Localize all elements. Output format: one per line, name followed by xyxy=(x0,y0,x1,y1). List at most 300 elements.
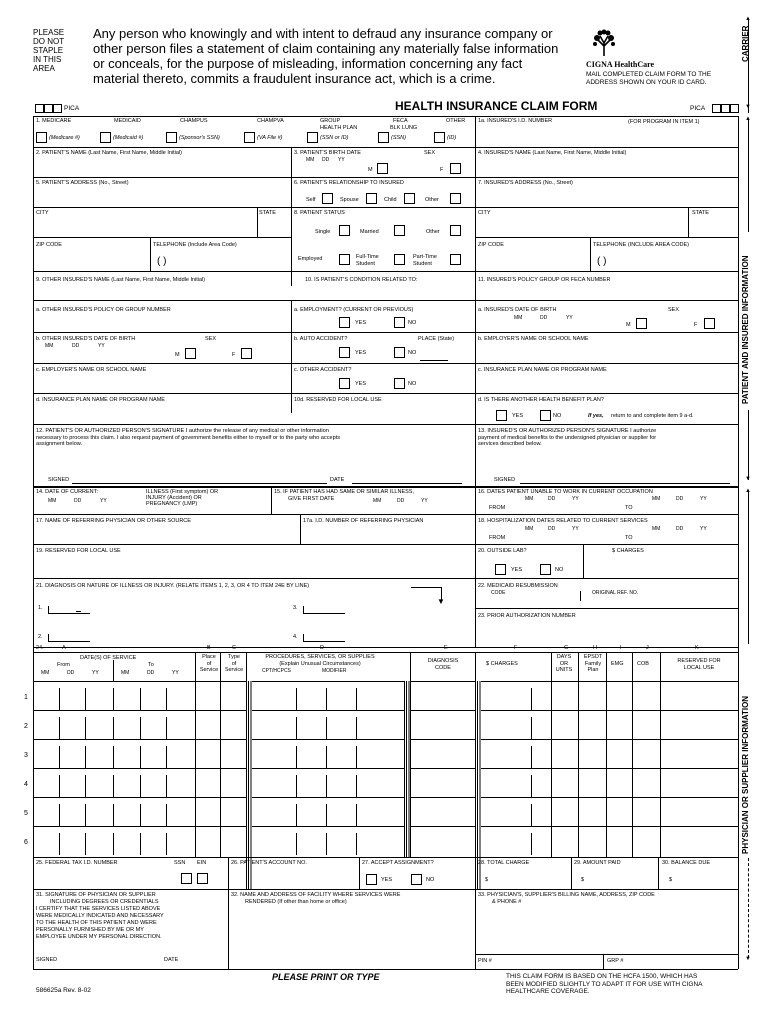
row-number: 6 xyxy=(24,839,28,846)
arrow-down-icon: ▼ xyxy=(745,104,751,110)
dates-service-label: DATE(S) OF SERVICE xyxy=(80,655,137,661)
signature-authorization-12: 12. PATIENT'S OR AUTHORIZED PERSON'S SIGNATURE I authorize the release of any medical or other information necessary to process this claim. I also request payment of government benefits either to myself or to the party who accepts assignment below. xyxy=(36,428,341,447)
pica-left-box[interactable] xyxy=(53,104,62,113)
table-col-line xyxy=(660,652,661,857)
auto-yes-checkbox[interactable] xyxy=(339,347,350,358)
group-sub: (SSN or ID) xyxy=(320,135,349,141)
signed-label-12: SIGNED xyxy=(48,477,70,483)
col-d-label: D xyxy=(320,645,324,651)
dd-label: DD xyxy=(74,498,82,504)
form-title: HEALTH INSURANCE CLAIM FORM xyxy=(395,99,598,113)
modifier-tick xyxy=(356,717,357,739)
state-divider xyxy=(688,207,689,237)
employment-yes-checkbox[interactable] xyxy=(339,317,350,328)
arrow-up-icon: ▲ xyxy=(745,488,751,494)
lab-yes-label: YES xyxy=(511,567,523,573)
cents-tick xyxy=(531,833,532,855)
signature-line xyxy=(520,483,730,484)
carrier-label: CARRIER xyxy=(741,25,750,62)
single-checkbox[interactable] xyxy=(339,225,350,236)
col-e-label: E xyxy=(444,645,448,651)
date-tick xyxy=(166,775,167,797)
employed-checkbox[interactable] xyxy=(339,254,350,265)
sex-label: SEX xyxy=(424,150,436,156)
diagnosis-tick xyxy=(303,634,304,641)
mm-label: MM xyxy=(525,496,534,502)
mm-label: MM xyxy=(514,315,523,321)
pica-left-box[interactable] xyxy=(35,104,44,113)
row-number: 5 xyxy=(24,810,28,817)
epsdt-header: EPSDT Family Plan xyxy=(583,654,603,673)
patient-address-label: 5. PATIENT'S ADDRESS (No., Street) xyxy=(36,180,129,186)
employment-no-checkbox[interactable] xyxy=(394,317,405,328)
cents-tick xyxy=(531,804,532,826)
table-col-line xyxy=(578,652,579,857)
other-plan-label: d. INSURANCE PLAN NAME OR PROGRAM NAME xyxy=(36,397,165,403)
date-tick xyxy=(140,717,141,739)
modifier-tick xyxy=(326,775,327,797)
mm-label: MM xyxy=(306,157,315,163)
total-charge-label: 28. TOTAL CHARGE xyxy=(478,860,530,866)
state-label: STATE xyxy=(259,210,276,216)
birth-date-label: 3. PATIENT'S BIRTH DATE xyxy=(294,150,361,156)
medicaid-label: MEDICAID xyxy=(114,118,141,124)
diagnosis-tick xyxy=(303,606,304,613)
tel-divider xyxy=(590,237,591,271)
dd-label: DD xyxy=(548,496,556,502)
dd-label: DD xyxy=(676,526,684,532)
medicare-label: 1. MEDICARE xyxy=(36,118,72,124)
account-no-label: 26. PATIENT'S ACCOUNT NO. xyxy=(231,860,307,866)
feca-label-2: BLK LUNG xyxy=(390,125,418,131)
single-label: Single xyxy=(315,229,331,235)
child-checkbox[interactable] xyxy=(404,193,415,204)
side-arrow-line xyxy=(748,410,749,480)
ssn-checkbox[interactable] xyxy=(181,873,192,884)
row-line xyxy=(33,147,738,148)
emg-header: EMG xyxy=(611,661,624,667)
print-or-type: PLEASE PRINT OR TYPE xyxy=(272,972,380,982)
signed-label-31: SIGNED xyxy=(36,957,58,963)
dates-to-label: To xyxy=(148,662,154,668)
col-divider xyxy=(271,486,272,514)
champva-checkbox[interactable] xyxy=(244,132,255,143)
pica-right-label: PICA xyxy=(690,105,706,112)
employed-label: Employed xyxy=(298,256,323,262)
cents-tick xyxy=(531,717,532,739)
telephone-label: TELEPHONE (Include Area Code) xyxy=(153,242,237,248)
feca-checkbox[interactable] xyxy=(378,132,389,143)
row-line xyxy=(33,424,738,425)
date-tick xyxy=(113,717,114,739)
medicare-checkbox[interactable] xyxy=(36,132,47,143)
reserved-k-header: RESERVED FOR LOCAL USE xyxy=(677,658,721,671)
another-plan-yes-checkbox[interactable] xyxy=(496,410,507,421)
billing-name-label: 33. PHYSICIAN'S, SUPPLIER'S BILLING NAME, ADDRESS, ZIP CODE & PHONE # xyxy=(478,892,655,905)
diagnosis-tick xyxy=(48,606,49,613)
yy-label: YY xyxy=(92,670,99,676)
mm-label: MM xyxy=(373,498,382,504)
mm-label: MM xyxy=(121,670,130,676)
modifier-label: MODIFIER xyxy=(322,668,347,674)
sex-m-checkbox[interactable] xyxy=(377,163,388,174)
to-label: TO xyxy=(625,505,633,511)
diagnosis-4-label: 4. xyxy=(293,634,298,640)
other-sex-label: SEX xyxy=(205,336,217,342)
other-accident-no-checkbox[interactable] xyxy=(394,378,405,389)
modifier-tick xyxy=(326,833,327,855)
col-a-label: A xyxy=(62,645,66,651)
orig-ref-label: ORIGINAL REF. NO. xyxy=(592,590,639,596)
lab-no-checkbox[interactable] xyxy=(540,564,551,575)
date-tick xyxy=(85,775,86,797)
row-line xyxy=(475,237,738,238)
auto-no-checkbox[interactable] xyxy=(394,347,405,358)
mm-label: MM xyxy=(41,670,50,676)
tel-divider xyxy=(150,237,151,271)
medicare-sub: (Medicare #) xyxy=(49,135,80,141)
prior-auth-label: 23. PRIOR AUTHORIZATION NUMBER xyxy=(478,613,576,619)
arrow-down-icon: ▼ xyxy=(745,476,751,482)
pica-right-box[interactable] xyxy=(712,104,721,113)
other-status-label: Other xyxy=(426,229,440,235)
another-plan-no-checkbox[interactable] xyxy=(540,410,551,421)
feca-sub: (SSN) xyxy=(391,135,406,141)
code-label: CODE xyxy=(491,590,506,596)
yy-label: YY xyxy=(566,315,573,321)
other-f-label: F xyxy=(232,352,236,358)
parttime-checkbox[interactable] xyxy=(450,254,461,265)
outside-lab-label: 20. OUTSIDE LAB? xyxy=(478,548,527,554)
insured-m-checkbox[interactable] xyxy=(636,318,647,329)
cpt-modifier-divider xyxy=(296,688,297,710)
date-tick xyxy=(113,688,114,710)
accept-yes-checkbox[interactable] xyxy=(366,874,377,885)
insured-telephone-label: TELEPHONE (INCLUDE AREA CODE) xyxy=(593,242,689,248)
col-divider xyxy=(228,857,229,969)
other-rel-checkbox[interactable] xyxy=(450,193,461,204)
mm-label: MM xyxy=(652,496,661,502)
col-k-label: K xyxy=(695,645,699,651)
from-label: FROM xyxy=(489,535,506,541)
mm-label: MM xyxy=(525,526,534,532)
col-divider xyxy=(583,544,584,578)
shading-bar xyxy=(475,681,481,857)
insured-employer-label: b. EMPLOYER'S NAME OR SCHOOL NAME xyxy=(478,336,589,342)
if-yes-label: If yes, xyxy=(588,413,604,419)
row-line xyxy=(33,177,738,178)
fulltime-student-label: Student xyxy=(356,261,375,267)
col-i-label: I xyxy=(620,645,622,651)
arrow-up-icon: ▲ xyxy=(745,16,751,22)
medicaid-resub-label: 22. MEDICAID RESUBMISSION xyxy=(478,583,558,589)
date-tick xyxy=(85,746,86,768)
dates-from-label: From xyxy=(57,662,70,668)
diagnosis-3-line xyxy=(303,613,345,614)
date-tick xyxy=(85,717,86,739)
mail-instructions: MAIL COMPLETED CLAIM FORM TO THE ADDRESS SHOWN ON YOUR ID CARD. xyxy=(586,71,712,86)
similar-illness-label: 15. IF PATIENT HAS HAD SAME OR SIMILAR ILLNESS, GIVE FIRST DATE xyxy=(274,489,414,502)
hcfa-note: THIS CLAIM FORM IS BASED ON THE HCFA 1500, WHICH HAS BEEN MODIFIED SLIGHTLY TO ADAPT IT FOR USE WITH CIGNA HEALTHCARE COVERAGE. xyxy=(506,973,703,995)
col-divider xyxy=(300,514,301,544)
table-col-line xyxy=(606,652,607,857)
other-rel-label: Other xyxy=(425,197,439,203)
group-checkbox[interactable] xyxy=(307,132,318,143)
pica-left-box[interactable] xyxy=(44,104,53,113)
pica-left-label: PICA xyxy=(64,105,80,112)
dd-label: DD xyxy=(397,498,405,504)
date-tick xyxy=(59,833,60,855)
modifier-tick xyxy=(356,833,357,855)
col-c-label: C xyxy=(232,645,236,651)
col-divider xyxy=(571,857,572,889)
another-plan-yes-label: YES xyxy=(512,413,524,419)
dd-label: DD xyxy=(548,526,556,532)
dd-label: DD xyxy=(322,157,330,163)
from-label: FROM xyxy=(489,505,506,511)
row-line xyxy=(33,393,738,394)
side-arrow-line xyxy=(748,858,749,958)
pica-right-box[interactable] xyxy=(721,104,730,113)
ein-label: EIN xyxy=(197,860,207,866)
row-number: 3 xyxy=(24,752,28,759)
row-number: 1 xyxy=(24,694,28,701)
date-label-31: DATE xyxy=(164,957,179,963)
lab-no-label: NO xyxy=(555,567,564,573)
accept-yes-label: YES xyxy=(381,877,393,883)
row-number: 2 xyxy=(24,723,28,730)
child-label: Child xyxy=(384,197,397,203)
date-tick xyxy=(113,804,114,826)
table-col-line xyxy=(410,652,411,857)
other-f-checkbox[interactable] xyxy=(241,348,252,359)
row-line xyxy=(33,300,738,301)
referring-physician-label: 17. NAME OF REFERRING PHYSICIAN OR OTHER SOURCE xyxy=(36,518,191,524)
relationship-label: 6. PATIENT'S RELATIONSHIP TO INSURED xyxy=(294,180,404,186)
date-tick xyxy=(85,688,86,710)
row-line xyxy=(33,514,738,515)
sex-f-checkbox[interactable] xyxy=(450,163,461,174)
signed-label-13: SIGNED xyxy=(494,477,516,483)
col-divider xyxy=(603,954,604,969)
diagnosis-2-line xyxy=(48,641,90,642)
place-state-label: PLACE (State) xyxy=(418,336,455,342)
row-line xyxy=(475,608,738,609)
other-employer-label: c. EMPLOYER'S NAME OR SCHOOL NAME xyxy=(36,367,147,373)
dd-label: DD xyxy=(540,315,548,321)
insured-area-code-parens: ( ) xyxy=(597,256,607,267)
hospitalization-label: 18. HOSPITALIZATION DATES RELATED TO CURRENT SERVICES xyxy=(478,518,648,524)
date-tick xyxy=(140,688,141,710)
employment-yes-label: YES xyxy=(355,320,367,326)
row-line xyxy=(33,207,738,208)
insured-plan-label: c. INSURANCE PLAN NAME OR PROGRAM NAME xyxy=(478,367,607,373)
fraud-statement: Any person who knowingly and with intent to defraud any insurance company or other person files a statement of claim containing any materially false information or conceals, for the purpose of misleading, information concerning any fact material thereto, commits a fraudulent insurance act, which is a crime. xyxy=(93,26,559,86)
date-tick xyxy=(140,804,141,826)
dd-label: DD xyxy=(67,670,75,676)
staple-notice: PLEASE DO NOT STAPLE IN THIS AREA xyxy=(33,28,65,73)
row-line xyxy=(33,363,738,364)
yy-label: YY xyxy=(338,157,345,163)
grp-label: GRP # xyxy=(607,958,624,964)
yy-label: YY xyxy=(700,526,707,532)
other-status-checkbox[interactable] xyxy=(450,225,461,236)
date-current-label: 14. DATE OF CURRENT: xyxy=(36,489,98,495)
date-tick xyxy=(113,746,114,768)
insured-zip-label: ZIP CODE xyxy=(478,242,504,248)
cob-header: COB xyxy=(637,661,649,667)
other-accident-no-label: NO xyxy=(408,381,417,387)
date-tick xyxy=(166,833,167,855)
arrow-down-icon: ▼ xyxy=(437,597,445,606)
group-label: GROUP xyxy=(320,118,341,124)
side-arrow-line xyxy=(748,120,749,232)
medicaid-checkbox[interactable] xyxy=(100,132,111,143)
pica-right-box[interactable] xyxy=(730,104,739,113)
policy-group-label: 11. INSURED'S POLICY GROUP OR FECA NUMBER xyxy=(478,277,611,283)
diagnosis-1-label: 1. xyxy=(38,605,43,611)
shading-bar xyxy=(246,681,252,857)
section-divider xyxy=(33,486,738,488)
diagnosis-2-label: 2. xyxy=(38,634,43,640)
mm-label: MM xyxy=(652,526,661,532)
other-accident-yes-checkbox[interactable] xyxy=(339,378,350,389)
signature-line xyxy=(72,483,327,484)
area-code-parens: ( ) xyxy=(157,256,167,267)
side-label-physician: PHYSICIAN OR SUPPLIER INFORMATION xyxy=(741,695,750,854)
diagnosis-dot xyxy=(76,611,81,612)
other-sub: (ID) xyxy=(447,135,457,141)
date-tick xyxy=(59,746,60,768)
accept-no-label: NO xyxy=(426,877,435,883)
lab-yes-checkbox[interactable] xyxy=(495,564,506,575)
reserved-local-label: 10d. RESERVED FOR LOCAL USE xyxy=(294,397,382,403)
carrier-arrow-line xyxy=(748,18,749,113)
row-line xyxy=(33,332,738,333)
lab-charges-label: $ CHARGES xyxy=(612,548,644,554)
yy-label: YY xyxy=(700,496,707,502)
unable-work-label: 16. DATES PATIENT UNABLE TO WORK IN CURRENT OCCUPATION xyxy=(478,489,653,495)
item-24-label: 24. xyxy=(36,645,44,651)
cigna-tree-logo xyxy=(589,28,619,58)
fulltime-label: Full-Time xyxy=(356,254,379,260)
dd-label: DD xyxy=(676,496,684,502)
city-label: CITY xyxy=(36,210,49,216)
row-line xyxy=(33,271,738,272)
reserved-19-label: 19. RESERVED FOR LOCAL USE xyxy=(36,548,121,554)
procedures-header: PROCEDURES, SERVICES, OR SUPPLIES (Explain Unusual Circumstances) xyxy=(265,654,375,667)
medicaid-sub: (Medicaid #) xyxy=(113,135,144,141)
yy-label: YY xyxy=(572,496,579,502)
champus-label: CHAMPUS xyxy=(180,118,208,124)
patient-name-label: 2. PATIENT'S NAME (Last Name, First Name, Middle Initial) xyxy=(36,150,183,156)
yy-label: YY xyxy=(98,343,105,349)
form-number: 586625a Rev. 8-02 xyxy=(36,987,91,994)
insured-city-label: CITY xyxy=(478,210,491,216)
other-accident-yes-label: YES xyxy=(355,381,367,387)
ssn-label: SSN xyxy=(174,860,186,866)
row-line xyxy=(33,544,738,545)
table-col-line xyxy=(220,652,221,857)
another-plan-no-label: NO xyxy=(553,413,562,419)
diagnosis-4-line xyxy=(303,641,345,642)
modifier-tick xyxy=(326,746,327,768)
row-line xyxy=(33,889,738,890)
other-m-checkbox[interactable] xyxy=(185,348,196,359)
dd-label: DD xyxy=(147,670,155,676)
fulltime-checkbox[interactable] xyxy=(394,254,405,265)
pin-label: PIN # xyxy=(478,958,492,964)
another-plan-label: d. IS THERE ANOTHER HEALTH BENEFIT PLAN? xyxy=(478,397,604,403)
row-line xyxy=(33,578,738,579)
facility-address-label: 32. NAME AND ADDRESS OF FACILITY WHERE SERVICES WERE RENDERED (If other than home or office) xyxy=(231,892,401,905)
date-tick xyxy=(59,717,60,739)
diagnosis-tick xyxy=(48,634,49,641)
insured-f-checkbox[interactable] xyxy=(704,318,715,329)
married-checkbox[interactable] xyxy=(394,225,405,236)
champus-checkbox[interactable] xyxy=(166,132,177,143)
spouse-label: Spouse xyxy=(340,197,359,203)
sex-m-label: M xyxy=(368,167,373,173)
date-tick xyxy=(140,833,141,855)
row-number: 4 xyxy=(24,781,28,788)
date-tick xyxy=(166,804,167,826)
insured-sex-label: SEX xyxy=(668,307,680,313)
auto-yes-label: YES xyxy=(355,350,367,356)
program-note: (FOR PROGRAM IN ITEM 1) xyxy=(628,119,700,125)
days-units-header: DAYS OR UNITS xyxy=(555,654,573,673)
row-line xyxy=(33,857,738,858)
modifier-tick xyxy=(326,688,327,710)
other-m-label: M xyxy=(175,352,180,358)
date-tick xyxy=(113,775,114,797)
diagnosis-code-header: DIAGNOSIS CODE xyxy=(427,658,459,671)
cents-tick xyxy=(531,746,532,768)
accept-no-checkbox[interactable] xyxy=(411,874,422,885)
employment-label: a. EMPLOYMENT? (CURRENT OR PREVIOUS) xyxy=(294,307,414,313)
champva-label: CHAMPVA xyxy=(257,118,284,124)
illness-injury-label: ILLNESS (First symptom) OR INJURY (Accident) OR PREGNANCY (LMP) xyxy=(146,489,219,507)
sex-f-label: F xyxy=(440,167,444,173)
col-b-label: B xyxy=(207,645,211,651)
other-checkbox[interactable] xyxy=(434,132,445,143)
cigna-wordmark: CIGNA HealthCare xyxy=(586,60,655,69)
col-divider-right xyxy=(475,116,476,486)
other-policy-label: a. OTHER INSURED'S POLICY OR GROUP NUMBER xyxy=(36,307,171,313)
shading-bar xyxy=(404,681,410,857)
employment-no-label: NO xyxy=(408,320,417,326)
col-divider xyxy=(359,857,360,889)
insured-state-label: STATE xyxy=(692,210,709,216)
spouse-checkbox[interactable] xyxy=(366,193,377,204)
diagnosis-label: 21. DIAGNOSIS OR NATURE OF ILLNESS OR INJURY. (RELATE ITEMS 1, 2, 3, OR 4 TO ITEM 24E BY LINE) xyxy=(36,583,310,589)
referring-id-label: 17a. I.D. NUMBER OF REFERRING PHYSICIAN xyxy=(303,518,424,524)
insured-address-label: 7. INSURED'S ADDRESS (No., Street) xyxy=(478,180,573,186)
arrow-up-icon: ▲ xyxy=(745,116,751,122)
col-divider xyxy=(658,857,659,889)
col-h-label: H xyxy=(593,645,597,651)
diagnosis-arrow-line xyxy=(411,587,441,588)
modifier-tick xyxy=(326,717,327,739)
form-bottom-border xyxy=(33,969,738,970)
state-underline xyxy=(420,360,448,361)
ein-checkbox[interactable] xyxy=(197,873,208,884)
cpt-modifier-divider xyxy=(296,746,297,768)
feca-label: FECA xyxy=(393,118,408,124)
self-checkbox[interactable] xyxy=(322,193,333,204)
row-line xyxy=(33,237,291,238)
date-tick xyxy=(140,775,141,797)
